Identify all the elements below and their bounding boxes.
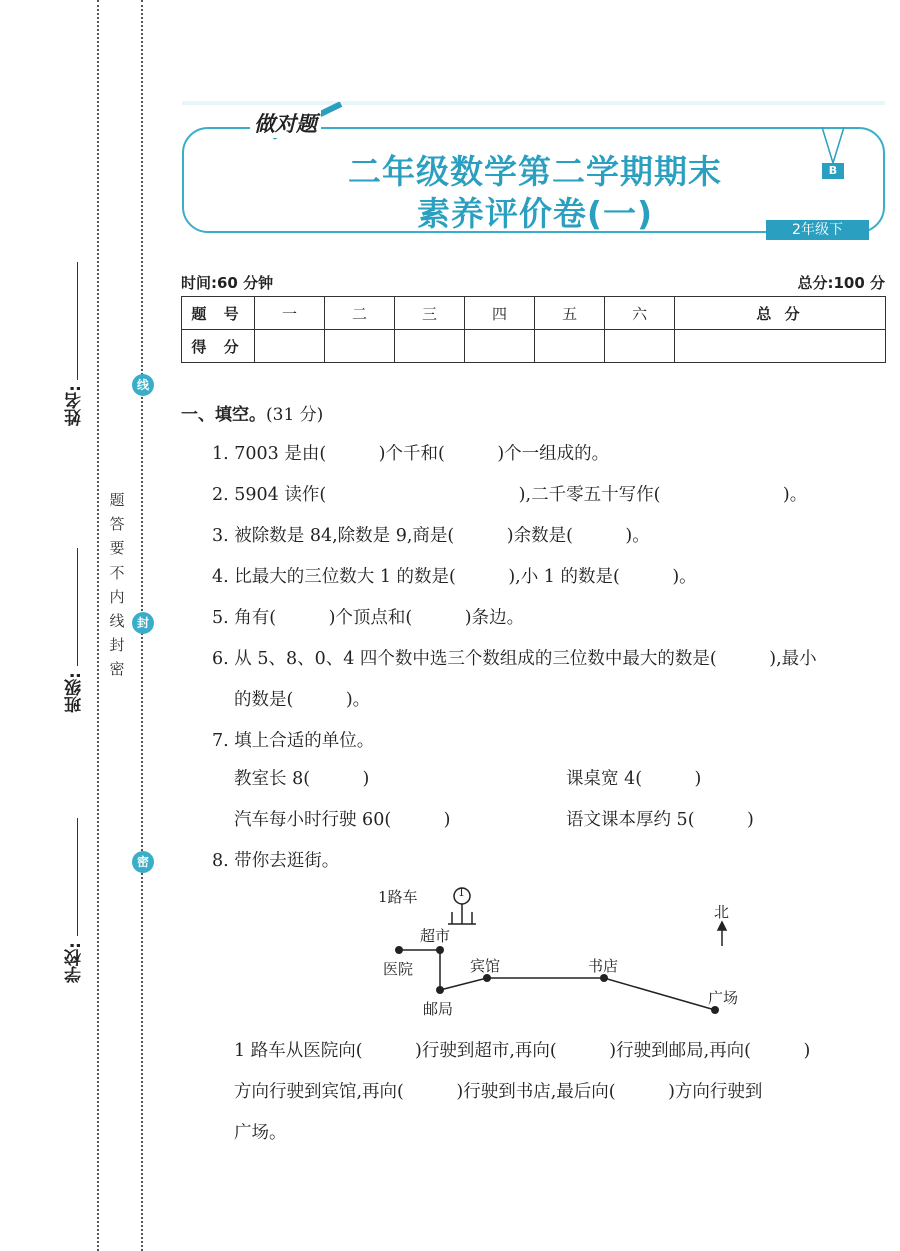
column-header: 三	[395, 297, 465, 330]
section-points: (31 分)	[266, 405, 324, 425]
exam-title-line1: 二年级数学第二学期期末	[348, 152, 722, 191]
warning-char: 要	[109, 539, 125, 558]
question-2: 2. 5904 读作( ),二千零五十写作( )。	[212, 485, 808, 505]
map-hospital-label: 医院	[383, 960, 414, 978]
warning-char: 答	[109, 515, 125, 534]
map-bookstore-label: 书店	[588, 957, 619, 975]
map-hotel-label: 宾馆	[470, 957, 501, 975]
grade-tag: 2年级下	[766, 220, 869, 240]
question-4: 4. 比最大的三位数大 1 的数是( ),小 1 的数是( )。	[212, 567, 697, 587]
question-7-item-a: 教室长 8( )	[234, 769, 370, 789]
seal-seal-badge: 封	[132, 612, 154, 634]
question-8-text-line1: 1 路车从医院向( )行驶到超市,再向( )行驶到邮局,再向( )	[234, 1041, 811, 1061]
version-tag: B	[822, 163, 844, 179]
map-bus-stop-number: 1	[458, 886, 465, 899]
row-header-question-number: 题 号	[182, 297, 255, 330]
question-7-item-b: 课桌宽 4( )	[566, 769, 702, 789]
school-label: 学校:	[65, 942, 85, 983]
class-label: 班级:	[65, 672, 85, 713]
hospital-point	[395, 946, 403, 954]
warning-char: 线	[109, 611, 125, 630]
question-7: 7. 填上合适的单位。	[212, 731, 375, 751]
post-office-point	[436, 986, 444, 994]
question-7-item-c: 汽车每小时行驶 60( )	[234, 810, 451, 830]
time-limit: 时间:60 分钟	[181, 274, 274, 292]
question-8-text-line2: 方向行驶到宾馆,再向( )行驶到书店,最后向( )方向行驶到	[234, 1082, 763, 1102]
column-header: 六	[605, 297, 675, 330]
brand-badge: 做对题	[250, 108, 321, 138]
map-north-label: 北	[714, 903, 730, 921]
warning-char: 题	[109, 491, 125, 509]
question-7-item-d: 语文课本厚约 5( )	[566, 810, 754, 830]
question-5: 5. 角有( )个顶点和( )条边。	[212, 608, 525, 628]
warning-char: 密	[109, 660, 125, 679]
total-score: 总分:100 分	[797, 274, 885, 292]
name-label: 姓名:	[65, 385, 85, 426]
warning-char: 内	[109, 587, 125, 606]
warning-char: 不	[109, 563, 125, 582]
row-header-score: 得 分	[182, 330, 255, 363]
exam-title-line2: 素养评价卷(一)	[416, 194, 654, 233]
section-title: 一、填空。	[181, 405, 266, 425]
question-8-text-line3: 广场。	[234, 1123, 287, 1143]
question-8: 8. 带你去逛街。	[212, 851, 340, 871]
map-post-office-label: 邮局	[423, 1000, 454, 1018]
column-header: 总 分	[675, 297, 886, 330]
warning-char: 封	[109, 636, 125, 655]
question-6-line2: 的数是( )。	[234, 690, 371, 710]
column-header: 二	[325, 297, 395, 330]
question-6-line1: 6. 从 5、8、0、4 四个数中选三个数组成的三位数中最大的数是( ),最小	[212, 649, 817, 669]
map-square-label: 广场	[708, 989, 739, 1007]
question-3: 3. 被除数是 84,除数是 9,商是( )余数是( )。	[212, 526, 650, 546]
question-1: 1. 7003 是由( )个千和( )个一组成的。	[212, 444, 610, 464]
column-header: 五	[535, 297, 605, 330]
supermarket-point	[436, 946, 444, 954]
column-header: 一	[255, 297, 325, 330]
map-supermarket-label: 超市	[420, 927, 451, 945]
seal-secret-badge: 密	[132, 851, 154, 873]
column-header: 四	[465, 297, 535, 330]
seal-line-badge: 线	[132, 374, 154, 396]
map-bus-label: 1路车	[378, 888, 418, 906]
